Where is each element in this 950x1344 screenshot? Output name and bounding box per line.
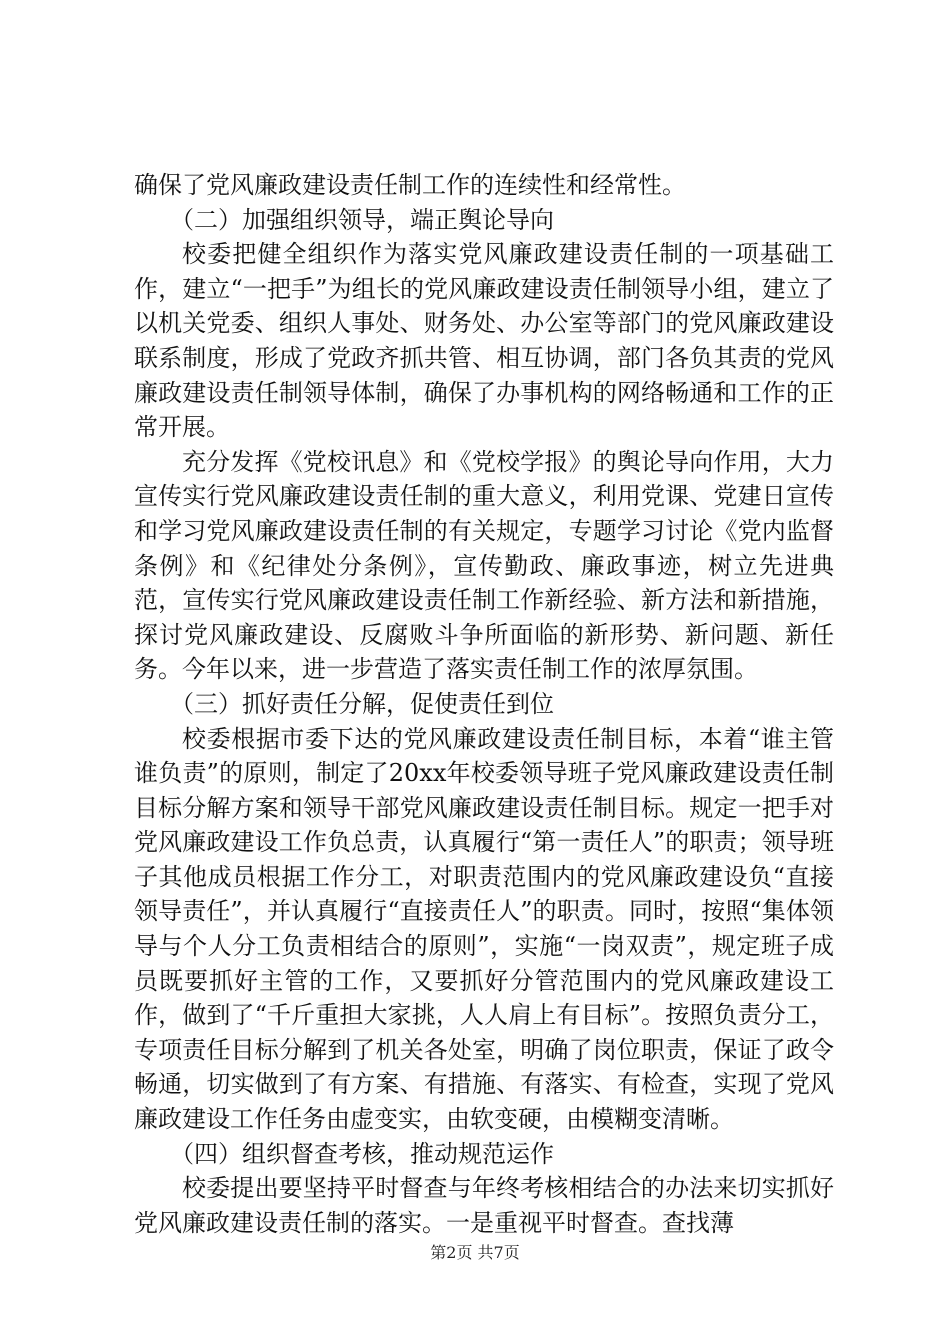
body-paragraph: 校委提出要坚持平时督查与年终考核相结合的办法来切实抓好党风廉政建设责任制的落实。一是重视平时督查。查找薄	[134, 1174, 834, 1237]
document-body	[134, 168, 834, 1240]
section-heading-3: （三）抓好责任分解，促使责任到位	[170, 689, 554, 718]
body-paragraph: 校委根据市委下达的党风廉政建设责任制目标，本着“谁主管谁负责”的原则，制定了20xx年校委领导班子党风廉政建设责任制目标分解方案和领导干部党风廉政建设责任制目标。规定一把手对党风廉政建设工作负总责，认真履行“第一责任人”的职责；领导班子其他成员根据工作分工，对职责范围内的党风廉政建设负“直接领导责任”，并认真履行“直接责任人”的职责。同时，按照“集体领导与个人分工负责相结合的原则”，实施“一岗双责”，规定班子成员既要抓好主管的工作，又要抓好分管范围内的党风廉政建设工作，做到了“千斤重担大家挑，人人肩上有目标”。按照负责分工，专项责任目标分解到了机关各处室，明确了岗位职责，保证了政令畅通，切实做到了有方案、有措施、有落实、有检查，实现了党风廉政建设工作任务由虚变实，由软变硬，由模糊变清晰。	[134, 724, 834, 1134]
section-heading-2: （二）加强组织领导，端正舆论导向	[170, 205, 554, 234]
section-heading-4: （四）组织督查考核，推动规范运作	[170, 1139, 554, 1168]
body-paragraph: 充分发挥《党校讯息》和《党校学报》的舆论导向作用，大力宣传实行党风廉政建设责任制的重大意义，利用党课、党建日宣传和学习党风廉政建设责任制的有关规定，专题学习讨论《党内监督条例》和《纪律处分条例》，宣传勤政、廉政事迹，树立先进典范，宣传实行党风廉政建设责任制工作新经验、新方法和新措施，探讨党风廉政建设、反腐败斗争所面临的新形势、新问题、新任务。今年以来，进一步营造了落实责任制工作的浓厚氛围。	[134, 447, 834, 684]
paragraph-continuation: 确保了党风廉政建设责任制工作的连续性和经常性。	[134, 171, 686, 199]
page-number-footer: 第2页 共7页	[430, 1243, 520, 1262]
body-paragraph: 校委把健全组织作为落实党风廉政建设责任制的一项基础工作，建立“一把手”为组长的党风廉政建设责任制领导小组，建立了以机关党委、组织人事处、财务处、办公室等部门的党风廉政建设联系制度，形成了党政齐抓共管、相互协调，部门各负其责的党风廉政建设责任制领导体制，确保了办事机构的网络畅通和工作的正常开展。	[134, 240, 834, 442]
